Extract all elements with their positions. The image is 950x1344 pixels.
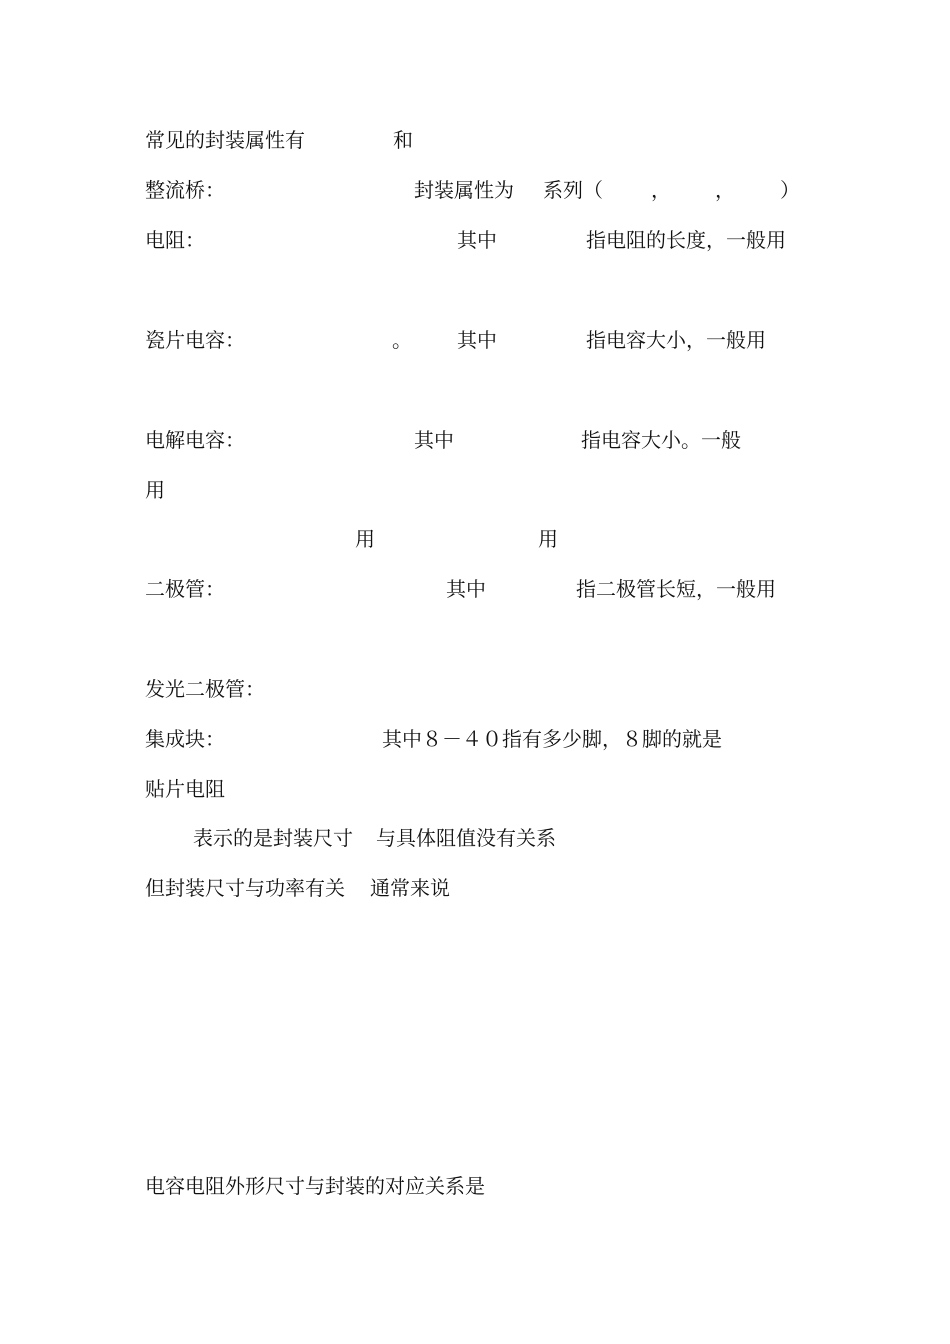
rectifier-comma-1: ， bbox=[651, 178, 671, 202]
electrolytic-capacitor-label: 电解电容： bbox=[145, 428, 245, 452]
rectifier-series-open: 系列（ bbox=[543, 178, 603, 202]
electrolytic-size-text: 指电容大小。一般 bbox=[581, 428, 741, 452]
ceramic-among: 其中 bbox=[457, 328, 497, 352]
common-package-label: 常见的封装属性有 bbox=[145, 128, 305, 152]
ceramic-size-text: 指电容大小，一般用 bbox=[586, 328, 766, 352]
package-size-text: 表示的是封装尺寸 bbox=[193, 826, 353, 850]
diode-among: 其中 bbox=[446, 577, 486, 601]
rectifier-bridge-label: 整流桥： bbox=[145, 178, 225, 202]
smd-resistor-label: 贴片电阻 bbox=[145, 777, 225, 801]
use-text-1: 用 bbox=[355, 527, 375, 551]
resistor-label: 电阻： bbox=[145, 228, 205, 252]
resistor-length-text: 指电阻的长度，一般用 bbox=[586, 228, 786, 252]
ceramic-capacitor-label: 瓷片电容： bbox=[145, 328, 245, 352]
rectifier-comma-2: ， bbox=[715, 178, 735, 202]
conjunction-and: 和 bbox=[393, 128, 413, 152]
ic-label: 集成块： bbox=[145, 727, 225, 751]
use-text-2: 用 bbox=[538, 527, 558, 551]
size-package-correspondence-text: 电容电阻外形尺寸与封装的对应关系是 bbox=[145, 1174, 485, 1198]
led-label: 发光二极管： bbox=[145, 677, 265, 701]
electrolytic-among: 其中 bbox=[414, 428, 454, 452]
resistor-among: 其中 bbox=[457, 228, 497, 252]
generally-text: 通常来说 bbox=[370, 876, 450, 900]
electrolytic-use-text: 用 bbox=[145, 478, 165, 502]
ceramic-period: 。 bbox=[392, 328, 412, 352]
rectifier-package-text: 封装属性为 bbox=[414, 178, 514, 202]
resistance-unrelated-text: 与具体阻值没有关系 bbox=[376, 826, 556, 850]
ic-pins-text: 其中８－４０指有多少脚，８脚的就是 bbox=[382, 727, 722, 751]
diode-label: 二极管： bbox=[145, 577, 225, 601]
rectifier-series-close: ） bbox=[780, 178, 800, 202]
diode-length-text: 指二极管长短，一般用 bbox=[576, 577, 776, 601]
power-related-text: 但封装尺寸与功率有关 bbox=[145, 876, 345, 900]
